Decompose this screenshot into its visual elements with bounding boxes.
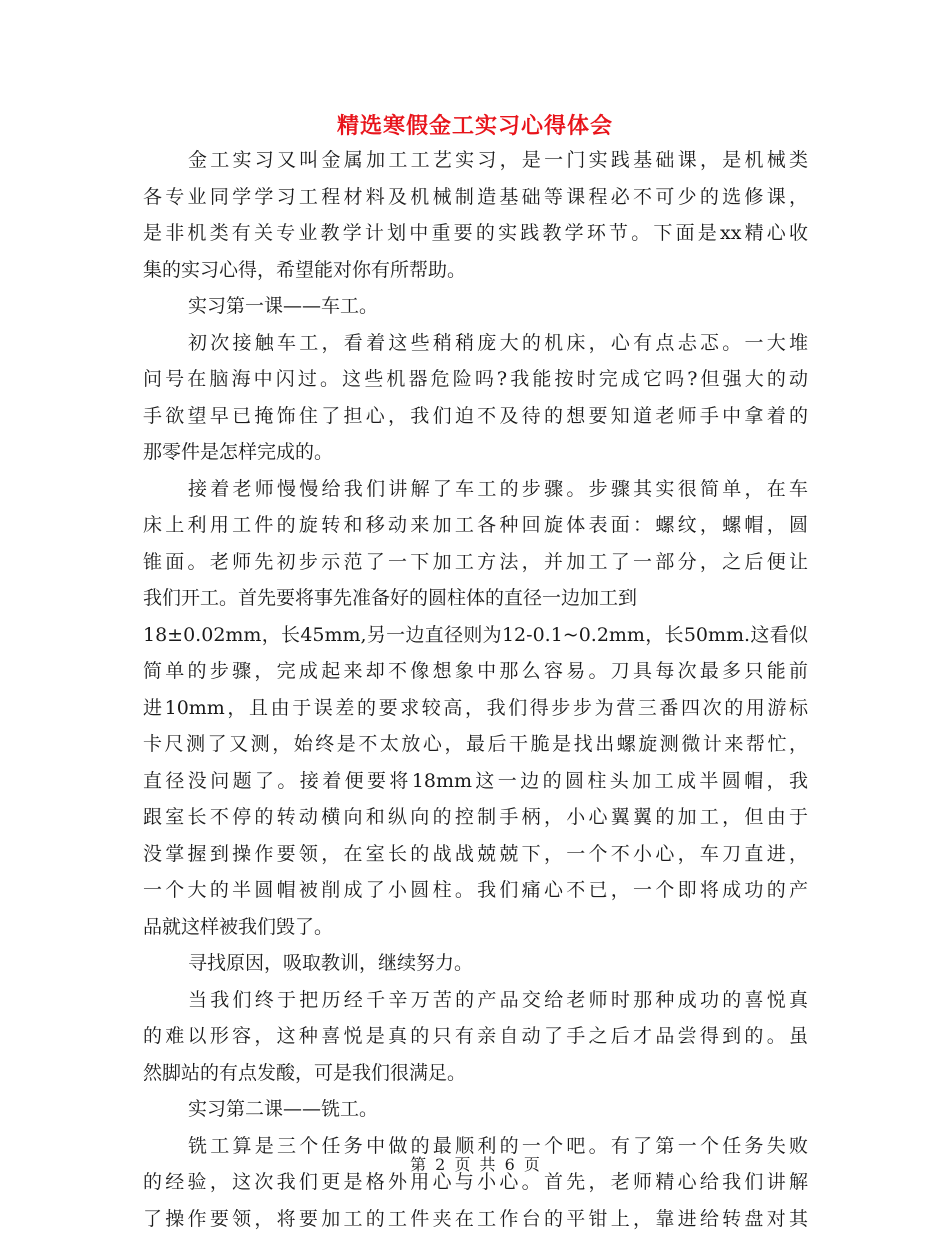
text-line: 实习第二课——铣工。 xyxy=(143,1091,808,1128)
text-line: 进10mm，且由于误差的要求较高，我们得步步为营三番四次的用游标 xyxy=(143,690,808,727)
text-line: 实习第一课——车工。 xyxy=(143,288,808,325)
text-line: 是非机类有关专业教学计划中重要的实践教学环节。下面是xx精心收 xyxy=(143,215,808,252)
text-line: 18±0.02mm，长45mm,另一边直径则为12-0.1~0.2mm，长50mm.这看似 xyxy=(143,617,808,654)
text-line: 金工实习又叫金属加工工艺实习，是一门实践基础课，是机械类 xyxy=(143,142,808,179)
text-line: 锥面。老师先初步示范了一下加工方法，并加工了一部分，之后便让 xyxy=(143,544,808,581)
text-line: 手欲望早已掩饰住了担心，我们迫不及待的想要知道老师手中拿着的 xyxy=(143,398,808,435)
text-line: 的经验，这次我们更是格外用心与小心。首先，老师精心给我们讲解 xyxy=(143,1164,808,1201)
page-title: 精选寒假金工实习心得体会 xyxy=(0,108,950,144)
text-line: 各专业同学学习工程材料及机械制造基础等课程必不可少的选修课， xyxy=(143,179,808,216)
text-line: 跟室长不停的转动横向和纵向的控制手柄，小心翼翼的加工，但由于 xyxy=(143,799,808,836)
page-footer: 第 2 页 共 6 页 xyxy=(0,1152,950,1175)
text-line: 接着老师慢慢给我们讲解了车工的步骤。步骤其实很简单，在车 xyxy=(143,471,808,508)
text-line: 集的实习心得，希望能对你有所帮助。 xyxy=(143,252,808,289)
text-line: 直径没问题了。接着便要将18mm这一边的圆柱头加工成半圆帽，我 xyxy=(143,763,808,800)
text-line: 铣工算是三个任务中做的最顺利的一个吧。有了第一个任务失败 xyxy=(143,1128,808,1165)
text-line: 我们开工。首先要将事先准备好的圆柱体的直径一边加工到 xyxy=(143,580,808,617)
text-line: 卡尺测了又测，始终是不太放心，最后干脆是找出螺旋测微计来帮忙， xyxy=(143,726,808,763)
body-text xyxy=(143,142,808,1237)
text-line: 了操作要领，将要加工的工件夹在工作台的平钳上，靠进给转盘对其 xyxy=(143,1201,808,1237)
text-line: 床上利用工件的旋转和移动来加工各种回旋体表面：螺纹，螺帽，圆 xyxy=(143,507,808,544)
text-line: 那零件是怎样完成的。 xyxy=(143,434,808,471)
text-line: 寻找原因，吸取教训，继续努力。 xyxy=(143,945,808,982)
text-line: 的难以形容，这种喜悦是真的只有亲自动了手之后才品尝得到的。虽 xyxy=(143,1018,808,1055)
text-line: 初次接触车工，看着这些稍稍庞大的机床，心有点忐忑。一大堆 xyxy=(143,325,808,362)
text-line: 简单的步骤，完成起来却不像想象中那么容易。刀具每次最多只能前 xyxy=(143,653,808,690)
text-line: 然脚站的有点发酸，可是我们很满足。 xyxy=(143,1055,808,1092)
text-line: 没掌握到操作要领，在室长的战战兢兢下，一个不小心，车刀直进， xyxy=(143,836,808,873)
text-line: 问号在脑海中闪过。这些机器危险吗?我能按时完成它吗?但强大的动 xyxy=(143,361,808,398)
text-line: 品就这样被我们毁了。 xyxy=(143,909,808,946)
text-line: 当我们终于把历经千辛万苦的产品交给老师时那种成功的喜悦真 xyxy=(143,982,808,1019)
text-line: 一个大的半圆帽被削成了小圆柱。我们痛心不已，一个即将成功的产 xyxy=(143,872,808,909)
